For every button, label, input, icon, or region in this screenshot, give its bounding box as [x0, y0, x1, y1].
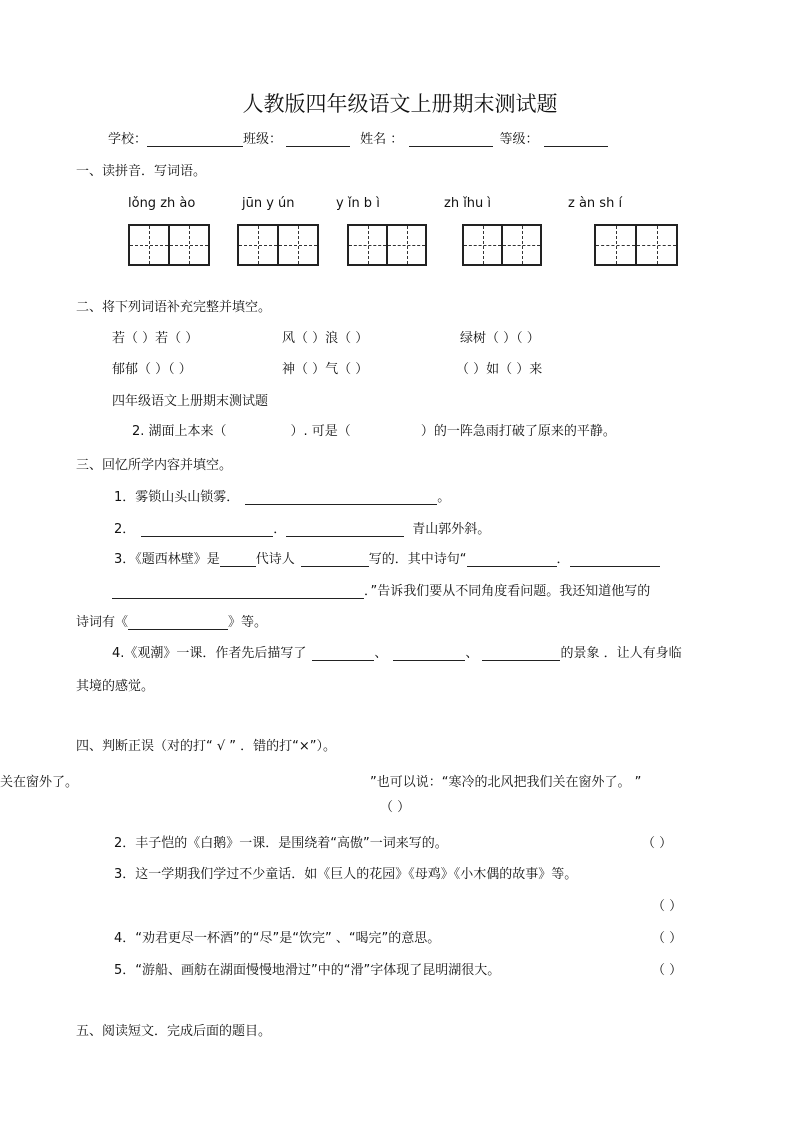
s3-question-2 — [114, 518, 490, 537]
s3-q2-end: 青山郭外斜。 — [412, 522, 491, 537]
s3-q3-dot: ． — [556, 552, 570, 567]
s4-question-2: 2．丰子恺的《白鹅》一课．是围绕着“高傲”一词来写的。 — [114, 836, 448, 851]
name-blank[interactable] — [409, 132, 493, 147]
s3-q2-blank-2[interactable] — [286, 522, 404, 537]
s3-question-3-line3 — [76, 611, 267, 630]
school-blank[interactable] — [147, 132, 243, 147]
s3-q4-blank-1[interactable] — [312, 646, 374, 661]
s3-q4-sep-1: 、 — [374, 646, 388, 661]
s3-q3-text-b: 代诗人 — [255, 552, 295, 567]
s4-q1-left: 关在窗外了。 — [0, 775, 79, 790]
s3-q2-blank-1[interactable] — [141, 522, 273, 537]
s3-question-3-line2 — [112, 580, 650, 599]
section4-heading: 四、判断正误（对的打“ √ ” ．错的打“×”）。 — [76, 739, 337, 754]
s3-q3-text-e: 诗词有 — [76, 615, 116, 630]
name-label: 姓名 ： — [360, 132, 404, 147]
s3-q1-end: 。 — [437, 490, 451, 505]
idiom-3: 绿树（ ）（ ） — [460, 331, 540, 346]
s3-question-4-line1 — [112, 642, 682, 661]
writing-grid-2[interactable] — [237, 224, 319, 266]
s3-question-1 — [114, 486, 450, 505]
s4-q3-answer[interactable]: （ ） — [652, 899, 683, 914]
s3-question-4-line2: 其境的感觉。 — [76, 679, 155, 694]
s3-q4-blank-3[interactable] — [482, 646, 560, 661]
class-blank[interactable] — [286, 132, 350, 147]
s4-q1-answer[interactable]: （ ） — [380, 800, 411, 815]
s3-q3-dynasty-blank[interactable] — [220, 552, 256, 567]
s2-q2-part-c: ）的一阵急雨打破了原来的平静。 — [420, 424, 616, 439]
s2-q2-part-b: ）. 可是（ — [290, 424, 351, 439]
s4-question-3: 3．这一学期我们学过不少童话．如《巨人的花园》《母鸡》《小木偶的故事》等。 — [114, 867, 578, 882]
s4-question-5: 5．“游船、画舫在湖面慢慢地滑过”中的“滑”字体现了昆明湖很大。 — [114, 963, 501, 978]
writing-grid-3[interactable] — [347, 224, 427, 266]
s3-q4-text-a: 4.《观潮》一课．作者先后描写了 — [112, 646, 307, 661]
pinyin-3: y ǐn b ì — [336, 196, 380, 211]
repeated-title: 四年级语文上册期末测试题 — [112, 394, 269, 409]
writing-grid-1[interactable] — [128, 224, 210, 266]
class-label: 班级： — [243, 132, 283, 147]
s4-question-4: 4．“劝君更尽一杯酒”的“尽”是“饮完” 、“喝完”的意思。 — [114, 931, 441, 946]
s3-q4-text-b: 的景象 ．让人有身临 — [560, 646, 682, 661]
idiom-6: （ ）如（ ）来 — [456, 362, 543, 377]
grade-blank[interactable] — [544, 132, 608, 147]
pinyin-5: z àn sh í — [568, 196, 623, 211]
section2-heading: 二、将下列词语补充完整并填空。 — [76, 300, 272, 315]
s4-q5-answer[interactable]: （ ） — [652, 963, 683, 978]
s3-q2-number: 2． — [114, 522, 136, 537]
writing-grid-4[interactable] — [462, 224, 542, 266]
s4-q2-answer[interactable]: （ ） — [642, 836, 673, 851]
s3-q4-blank-2[interactable] — [393, 646, 465, 661]
s3-q3-book-blank[interactable] — [128, 615, 228, 630]
s3-question-3-line1 — [114, 548, 660, 567]
s3-q3-book-close: 》等。 — [228, 615, 268, 630]
s3-q3-book-open: 《 — [115, 615, 129, 630]
section5-heading: 五、阅读短文．完成后面的题目。 — [76, 1024, 272, 1039]
s3-q3-line-blank-3[interactable] — [112, 584, 364, 599]
s3-q3-text-c: 写的．其中诗句“ — [368, 552, 467, 567]
writing-grid-5[interactable] — [594, 224, 678, 266]
s2-q2-part-a: 2. 湖面上本来（ — [132, 424, 227, 439]
s3-q3-poet-blank[interactable] — [301, 552, 369, 567]
s3-q2-mid: ． — [273, 522, 287, 537]
idiom-2: 风（ ）浪（ ） — [282, 331, 369, 346]
s3-q3-text-d: ．”告诉我们要从不同角度看问题。我还知道他写的 — [364, 584, 651, 599]
section1-heading: 一、读拼音．写词语。 — [76, 164, 207, 179]
pinyin-2: jūn y ún — [242, 196, 295, 211]
s4-q1-right: ”也可以说：“寒冷的北风把我们关在窗外了。 ” — [370, 775, 642, 790]
idiom-5: 神（ ）气（ ） — [282, 362, 369, 377]
s4-q4-answer[interactable]: （ ） — [652, 931, 683, 946]
idiom-1: 若（ ）若（ ） — [112, 331, 199, 346]
pinyin-4: zh ǐhu ì — [444, 196, 492, 211]
s3-q3-line-blank-2[interactable] — [570, 552, 660, 567]
s3-q1-text: 1．雾锁山头山锁雾． — [114, 490, 240, 505]
s3-q3-text-a: 3．《题西林壁》是 — [114, 552, 220, 567]
s3-q3-line-blank-1[interactable] — [467, 552, 557, 567]
idiom-4: 郁郁（ ）（ ） — [112, 362, 192, 377]
section3-heading: 三、回忆所学内容并填空。 — [76, 458, 233, 473]
school-label: 学校： — [108, 132, 148, 147]
s3-q1-blank[interactable] — [245, 490, 437, 505]
s3-q4-sep-2: 、 — [465, 646, 479, 661]
pinyin-1: lǒng zh ào — [128, 196, 196, 211]
student-info-line — [108, 128, 608, 147]
s2-question-2 — [132, 420, 616, 439]
page-title: 人教版四年级语文上册期末测试题 — [242, 92, 558, 116]
grade-label: 等级： — [499, 132, 539, 147]
